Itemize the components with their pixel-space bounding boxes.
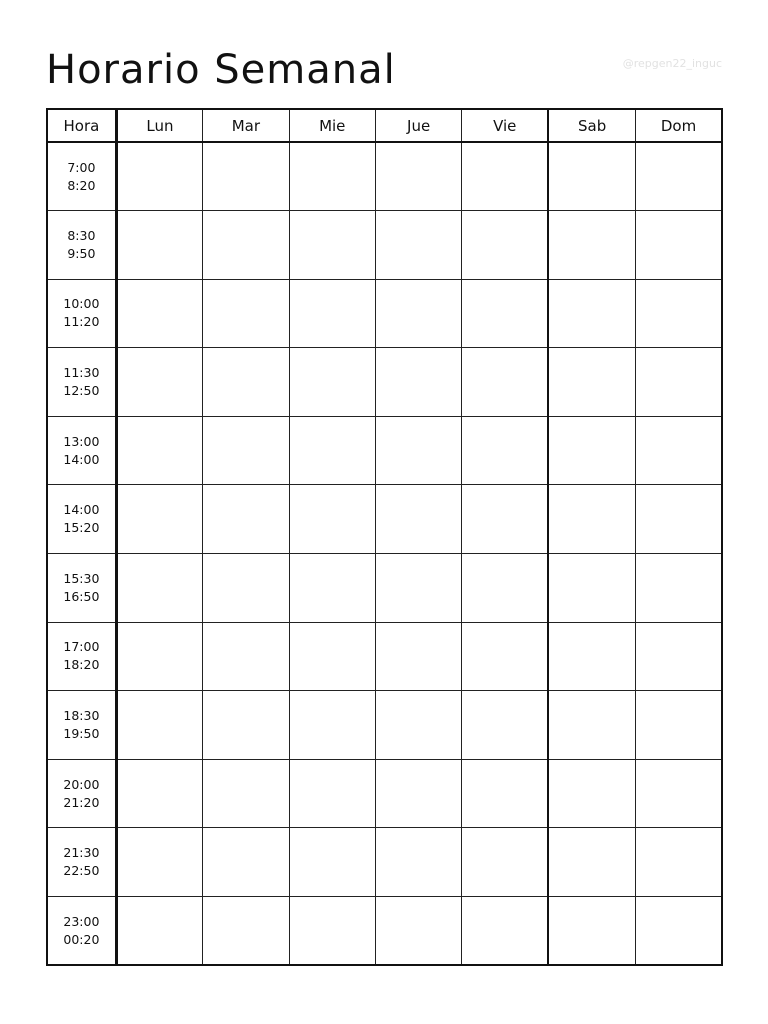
schedule-cell-lun[interactable] [116, 759, 202, 828]
time-slot-start: 7:00 [67, 159, 96, 175]
time-slot-cell [47, 211, 116, 280]
header-mar: Mar [203, 109, 289, 142]
schedule-cell-mar[interactable] [203, 622, 289, 691]
time-slot-cell [47, 554, 116, 623]
schedule-cell-mie[interactable] [289, 759, 375, 828]
schedule-cell-lun[interactable] [116, 348, 202, 417]
schedule-cell-lun[interactable] [116, 622, 202, 691]
time-slot-end: 22:50 [63, 863, 100, 879]
schedule-cell-sab[interactable] [548, 759, 635, 828]
time-slot-cell [47, 348, 116, 417]
schedule-cell-mie[interactable] [289, 211, 375, 280]
schedule-cell-mar[interactable] [203, 485, 289, 554]
header-hora: Hora [47, 109, 116, 142]
schedule-cell-jue[interactable] [375, 622, 461, 691]
table-row [47, 211, 722, 280]
schedule-cell-sab[interactable] [548, 622, 635, 691]
time-slot-end: 00:20 [63, 931, 100, 947]
time-slot-end: 16:50 [63, 588, 100, 604]
schedule-cell-lun[interactable] [116, 485, 202, 554]
schedule-cell-mie[interactable] [289, 416, 375, 485]
time-slot-start: 15:30 [63, 570, 100, 586]
header-jue: Jue [375, 109, 461, 142]
schedule-cell-sab[interactable] [548, 348, 635, 417]
schedule-cell-mar[interactable] [203, 759, 289, 828]
time-slot-start: 23:00 [63, 913, 100, 929]
schedule-cell-dom[interactable] [636, 416, 722, 485]
time-slot-end: 15:20 [63, 520, 100, 536]
schedule-cell-jue[interactable] [375, 828, 461, 897]
time-slot-start: 18:30 [63, 708, 100, 724]
schedule-cell-vie[interactable] [462, 828, 548, 897]
time-slot-cell [47, 759, 116, 828]
schedule-cell-dom[interactable] [636, 485, 722, 554]
weekly-schedule-table [46, 108, 723, 966]
time-slot-end: 11:20 [63, 314, 100, 330]
time-slot-start: 10:00 [63, 296, 100, 312]
schedule-cell-mar[interactable] [203, 348, 289, 417]
time-slot-start: 21:30 [63, 845, 100, 861]
table-row [47, 142, 722, 211]
schedule-cell-sab[interactable] [548, 142, 635, 211]
table-row [47, 485, 722, 554]
table-row [47, 279, 722, 348]
table-row [47, 416, 722, 485]
time-slot-cell [47, 279, 116, 348]
schedule-cell-mie[interactable] [289, 828, 375, 897]
schedule-cell-jue[interactable] [375, 416, 461, 485]
schedule-cell-dom[interactable] [636, 279, 722, 348]
time-slot-cell [47, 142, 116, 211]
schedule-cell-mar[interactable] [203, 416, 289, 485]
table-row [47, 348, 722, 417]
schedule-cell-jue[interactable] [375, 759, 461, 828]
header-lun: Lun [116, 109, 202, 142]
schedule-cell-vie[interactable] [462, 554, 548, 623]
schedule-cell-mar[interactable] [203, 897, 289, 966]
time-slot-start: 17:00 [63, 639, 100, 655]
schedule-cell-sab[interactable] [548, 554, 635, 623]
schedule-cell-mie[interactable] [289, 691, 375, 760]
time-slot-end: 9:50 [67, 245, 96, 261]
table-row [47, 691, 722, 760]
time-slot-cell [47, 485, 116, 554]
schedule-cell-sab[interactable] [548, 416, 635, 485]
schedule-cell-mie[interactable] [289, 897, 375, 966]
schedule-cell-jue[interactable] [375, 691, 461, 760]
schedule-cell-mar[interactable] [203, 828, 289, 897]
page-title: Horario Semanal [46, 47, 396, 93]
schedule-cell-vie[interactable] [462, 897, 548, 966]
schedule-cell-vie[interactable] [462, 279, 548, 348]
table-row [47, 554, 722, 623]
time-slot-start: 13:00 [63, 433, 100, 449]
time-slot-start: 14:00 [63, 502, 100, 518]
schedule-cell-dom[interactable] [636, 211, 722, 280]
schedule-cell-mie[interactable] [289, 485, 375, 554]
schedule-cell-sab[interactable] [548, 279, 635, 348]
schedule-cell-dom[interactable] [636, 897, 722, 966]
schedule-cell-mie[interactable] [289, 622, 375, 691]
schedule-cell-sab[interactable] [548, 211, 635, 280]
schedule-cell-lun[interactable] [116, 691, 202, 760]
time-slot-start: 20:00 [63, 776, 100, 792]
schedule-cell-mar[interactable] [203, 554, 289, 623]
schedule-cell-vie[interactable] [462, 691, 548, 760]
schedule-cell-dom[interactable] [636, 759, 722, 828]
schedule-cell-dom[interactable] [636, 691, 722, 760]
time-slot-cell [47, 828, 116, 897]
schedule-cell-mie[interactable] [289, 348, 375, 417]
time-slot-end: 18:20 [63, 657, 100, 673]
schedule-cell-lun[interactable] [116, 279, 202, 348]
time-slot-cell [47, 691, 116, 760]
time-slot-end: 12:50 [63, 383, 100, 399]
header-dom: Dom [636, 109, 722, 142]
schedule-cell-vie[interactable] [462, 142, 548, 211]
schedule-cell-lun[interactable] [116, 416, 202, 485]
schedule-cell-dom[interactable] [636, 622, 722, 691]
schedule-cell-vie[interactable] [462, 416, 548, 485]
schedule-cell-lun[interactable] [116, 897, 202, 966]
table-row [47, 828, 722, 897]
schedule-cell-mie[interactable] [289, 142, 375, 211]
schedule-cell-mie[interactable] [289, 554, 375, 623]
schedule-cell-mar[interactable] [203, 279, 289, 348]
time-slot-end: 21:20 [63, 794, 100, 810]
schedule-cell-lun[interactable] [116, 828, 202, 897]
time-slot-end: 14:00 [63, 451, 100, 467]
time-slot-cell [47, 897, 116, 966]
header-vie: Vie [462, 109, 548, 142]
time-slot-start: 11:30 [63, 365, 100, 381]
time-slot-cell [47, 622, 116, 691]
schedule-cell-sab[interactable] [548, 485, 635, 554]
schedule-cell-dom[interactable] [636, 348, 722, 417]
schedule-cell-jue[interactable] [375, 211, 461, 280]
schedule-cell-jue[interactable] [375, 554, 461, 623]
schedule-cell-dom[interactable] [636, 142, 722, 211]
schedule-cell-sab[interactable] [548, 691, 635, 760]
schedule-cell-jue[interactable] [375, 279, 461, 348]
schedule-cell-jue[interactable] [375, 142, 461, 211]
schedule-cell-vie[interactable] [462, 759, 548, 828]
schedule-cell-jue[interactable] [375, 485, 461, 554]
schedule-cell-mar[interactable] [203, 691, 289, 760]
schedule-cell-jue[interactable] [375, 897, 461, 966]
schedule-cell-dom[interactable] [636, 554, 722, 623]
table-row [47, 759, 722, 828]
schedule-cell-mie[interactable] [289, 279, 375, 348]
table-row [47, 622, 722, 691]
schedule-cell-vie[interactable] [462, 348, 548, 417]
schedule-cell-sab[interactable] [548, 828, 635, 897]
time-slot-end: 19:50 [63, 726, 100, 742]
time-slot-start: 8:30 [67, 227, 96, 243]
header-sab: Sab [548, 109, 635, 142]
schedule-cell-lun[interactable] [116, 142, 202, 211]
schedule-cell-lun[interactable] [116, 211, 202, 280]
table-row [47, 897, 722, 966]
schedule-cell-sab[interactable] [548, 897, 635, 966]
time-slot-end: 8:20 [67, 177, 96, 193]
schedule-cell-vie[interactable] [462, 622, 548, 691]
schedule-cell-mar[interactable] [203, 142, 289, 211]
header-row [47, 109, 722, 142]
schedule-cell-vie[interactable] [462, 211, 548, 280]
watermark: @repgen22_inguc [622, 57, 722, 70]
schedule-cell-lun[interactable] [116, 554, 202, 623]
schedule-cell-vie[interactable] [462, 485, 548, 554]
header-mie: Mie [289, 109, 375, 142]
schedule-cell-mar[interactable] [203, 211, 289, 280]
time-slot-cell [47, 416, 116, 485]
schedule-cell-jue[interactable] [375, 348, 461, 417]
schedule-cell-dom[interactable] [636, 828, 722, 897]
